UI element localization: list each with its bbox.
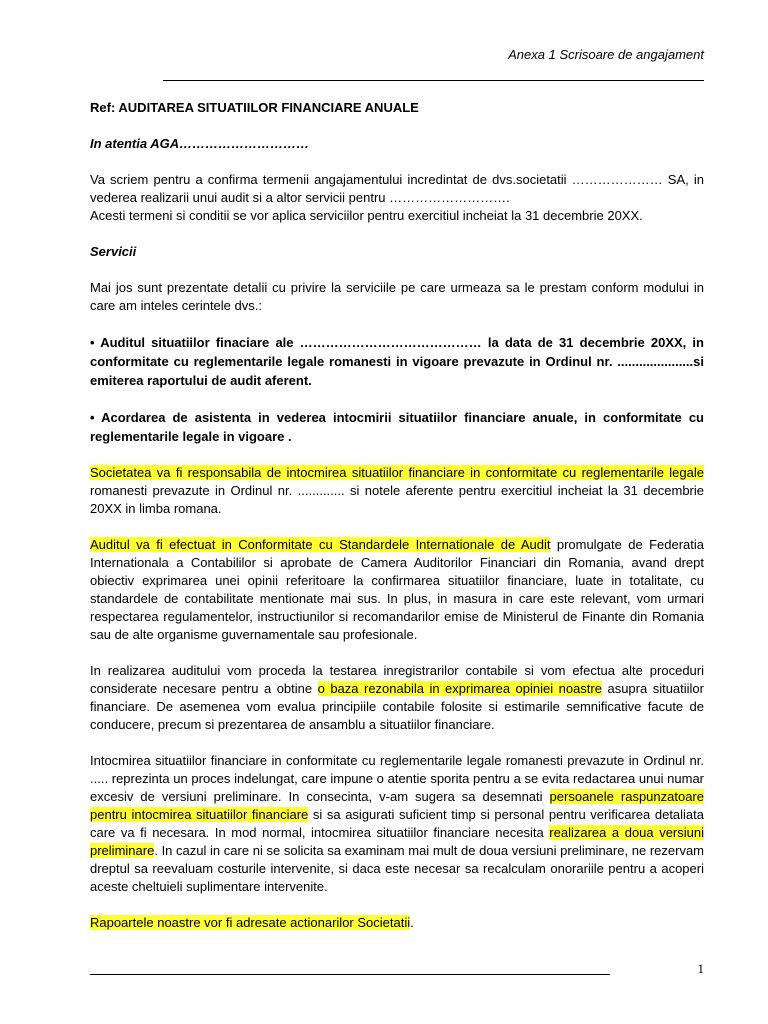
services-intro: Mai jos sunt prezentate detalii cu privire la serviciile pe care urmeaza sa le prestam conform modului in care am inteles cerintele dvs.: bbox=[90, 280, 704, 313]
paragraph-preparation-c: . In cazul in care ni se solicita sa examinam mai mult de doua versiuni preliminare, ne rezervam dreptul sa reevaluam costurile intervenite, si daca este necesar sa recalculam onorariile pentru a acoperi aceste cheltuieli suplimentare intervenite. bbox=[90, 843, 704, 894]
paragraph-procedures-b: asupra situatiilor financiare. De asemenea vom evalua principiile contabile folosite si estimarile semnificative facute de conducere, precum si prezentarea de ansamblu a situatiilor financiare. bbox=[90, 681, 704, 732]
highlight-basis: o baza rezonabila in exprimarea opiniei noastre bbox=[317, 681, 602, 696]
intro-text-2: Acesti termeni si conditii se vor aplica serviciilor pentru exercitiul incheiat la 31 decembrie 20XX. bbox=[90, 208, 643, 223]
highlight-reports: Rapoartele noastre vor fi adresate actionarilor Societatii bbox=[90, 915, 411, 930]
page-number: 1 bbox=[697, 961, 704, 976]
paragraph-standards-rest: promulgate de Federatia Internationala a Contabililor si aprobate de Camera Auditorilor Financiari din Romania, avand drept obiectiv exprimarea unei opinii referitoare la confirmarea situatiilor financiare, luate in totalitate, cu standardele de contabilitate mentionate mai sus. In plus, in masura in care este relevant, vom urmari respectarea regulamentelor, instructiunilor si recomandarilor emise de Ministerul de Finante din Romania sau de alte organisme guvernamentale sau profesionale. bbox=[90, 537, 704, 642]
paragraph-responsibility bbox=[90, 464, 704, 518]
paragraph-procedures-a: In realizarea auditului vom proceda la testarea inregistrarilor contabile si vom efectua alte proceduri considerate necesare pentru a obtine bbox=[90, 663, 704, 696]
paragraph-standards bbox=[90, 536, 704, 644]
intro-paragraph bbox=[90, 171, 704, 225]
header-rule bbox=[163, 80, 704, 81]
intro-text: Va scriem pentru a confirma termenii angajamentului incredintat de dvs.societatii ………………… SA, in vederea realizarii unui audit si a altor servicii pentru ………………………. bbox=[90, 172, 704, 205]
paragraph-reports-rest: . bbox=[410, 915, 414, 930]
paragraph-procedures bbox=[90, 662, 704, 734]
highlight-responsible-persons: persoanele raspunzatoare pentru intocmirea situatiilor financiare bbox=[90, 789, 704, 822]
bullet-audit: • Auditul situatiilor finaciare ale …………………………………… la data de 31 decembrie 20XX, in conformitate cu reglementarile legale romanesti in vigoare prevazute in Ordinul nr. .....................si emiterea raportului de audit aferent. bbox=[90, 335, 704, 388]
services-title: Servicii bbox=[90, 244, 137, 259]
ref-line: Ref: AUDITAREA SITUATIILOR FINANCIARE ANUALE bbox=[90, 100, 419, 115]
highlight-two-versions: realizarea a doua versiuni preliminare bbox=[90, 825, 704, 858]
highlight-standards: Auditul va fi efectuat in Conformitate cu Standardele Internationale de Audit bbox=[90, 537, 551, 552]
bullet-assistance: • Acordarea de asistenta in vederea intocmirii situatiilor financiare anuale, in conformitate cu reglementarile legale in vigoare . bbox=[90, 410, 704, 444]
paragraph-preparation-a: Intocmirea situatiilor financiare in conformitate cu reglementarile legale romanesti prevazute in Ordinul nr. ..... reprezinta un proces indelungat, care impune o atentie sporita pentru a se evita redactarea unui numar excesiv de versiuni preliminare. In consecinta, v-am sugera sa desemnati bbox=[90, 753, 704, 804]
paragraph-responsibility-rest: romanesti prevazute in Ordinul nr. ............. si notele aferente pentru exercitiul incheiat la 31 decembrie 20XX in limba romana. bbox=[90, 483, 704, 516]
highlight-responsibility: Societatea va fi responsabila de intocmirea situatiilor financiare in conformitate cu reglementarile legale bbox=[90, 465, 704, 480]
document-body bbox=[90, 99, 704, 950]
header-annex-title: Anexa 1 Scrisoare de angajament bbox=[508, 47, 704, 62]
footer-rule bbox=[90, 974, 610, 975]
paragraph-reports bbox=[90, 914, 704, 932]
paragraph-preparation bbox=[90, 752, 704, 896]
attention-line: In atentia AGA………………………… bbox=[90, 136, 310, 151]
paragraph-preparation-b: si sa asigurati suficient timp si personal pentru verificarea detaliata care va fi necesara. In mod normal, intocmirea situatiilor financiare necesita bbox=[90, 807, 705, 840]
